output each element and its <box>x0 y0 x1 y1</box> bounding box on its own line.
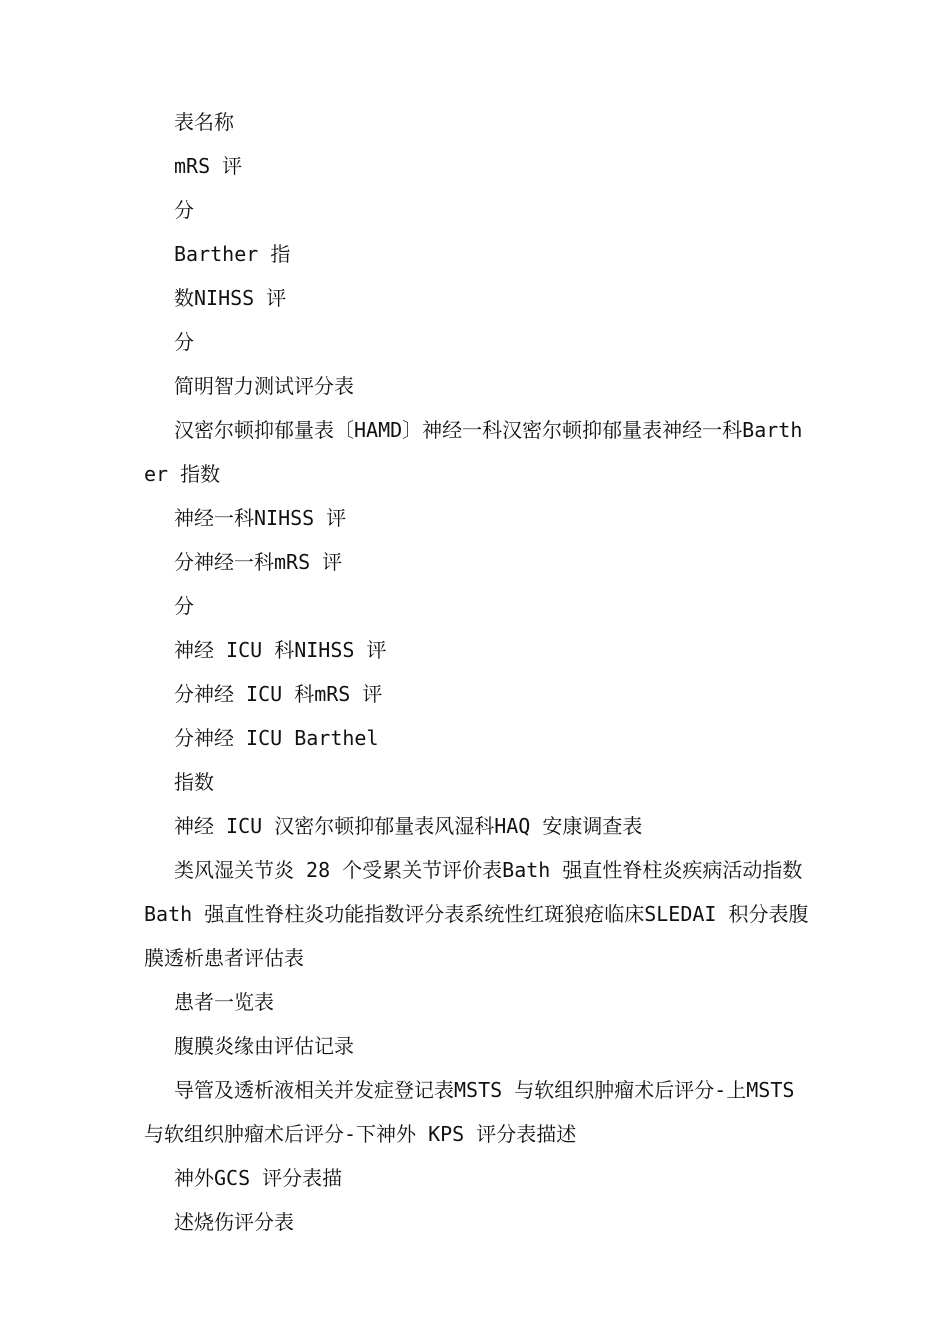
paragraph: Barther 指 <box>174 242 291 266</box>
paragraph: 指数 <box>174 770 214 794</box>
paragraph: 分 <box>174 330 194 354</box>
paragraph: 简明智力测试评分表 <box>174 374 354 398</box>
paragraph: 神经 ICU 汉密尔顿抑郁量表风湿科HAQ 安康调查表 <box>174 814 643 838</box>
paragraph: mRS 评 <box>174 154 243 178</box>
paragraph: 数NIHSS 评 <box>174 286 287 310</box>
paragraph: 汉密尔顿抑郁量表〔HAMD〕神经一科汉密尔顿抑郁量表神经一科Barther 指数 <box>144 418 803 486</box>
paragraph: 神经一科NIHSS 评 <box>174 506 347 530</box>
paragraph: 类风湿关节炎 28 个受累关节评价表Bath 强直性脊柱炎疾病活动指数 Bath 强直性脊柱炎功能指数评分表系统性红斑狼疮临床SLEDAI 积分表腹膜透析患者评估表 <box>144 858 809 970</box>
paragraph: 述烧伤评分表 <box>174 1210 294 1234</box>
paragraph: 分神经 ICU 科mRS 评 <box>174 682 383 706</box>
paragraph: 分 <box>174 594 194 618</box>
paragraph: 神外GCS 评分表描 <box>174 1166 343 1190</box>
paragraph: 分 <box>174 198 194 222</box>
paragraph: 患者一览表 <box>174 990 274 1014</box>
paragraph: 神经 ICU 科NIHSS 评 <box>174 638 387 662</box>
paragraph: 表名称 <box>174 110 234 134</box>
paragraph: 分神经 ICU Barthel <box>174 726 379 750</box>
document-body <box>144 100 814 1244</box>
paragraph: 导管及透析液相关并发症登记表MSTS 与软组织肿瘤术后评分-上MSTS 与软组织肿瘤术后评分-下神外 KPS 评分表描述 <box>144 1078 795 1146</box>
paragraph: 腹膜炎缘由评估记录 <box>174 1034 354 1058</box>
paragraph: 分神经一科mRS 评 <box>174 550 343 574</box>
